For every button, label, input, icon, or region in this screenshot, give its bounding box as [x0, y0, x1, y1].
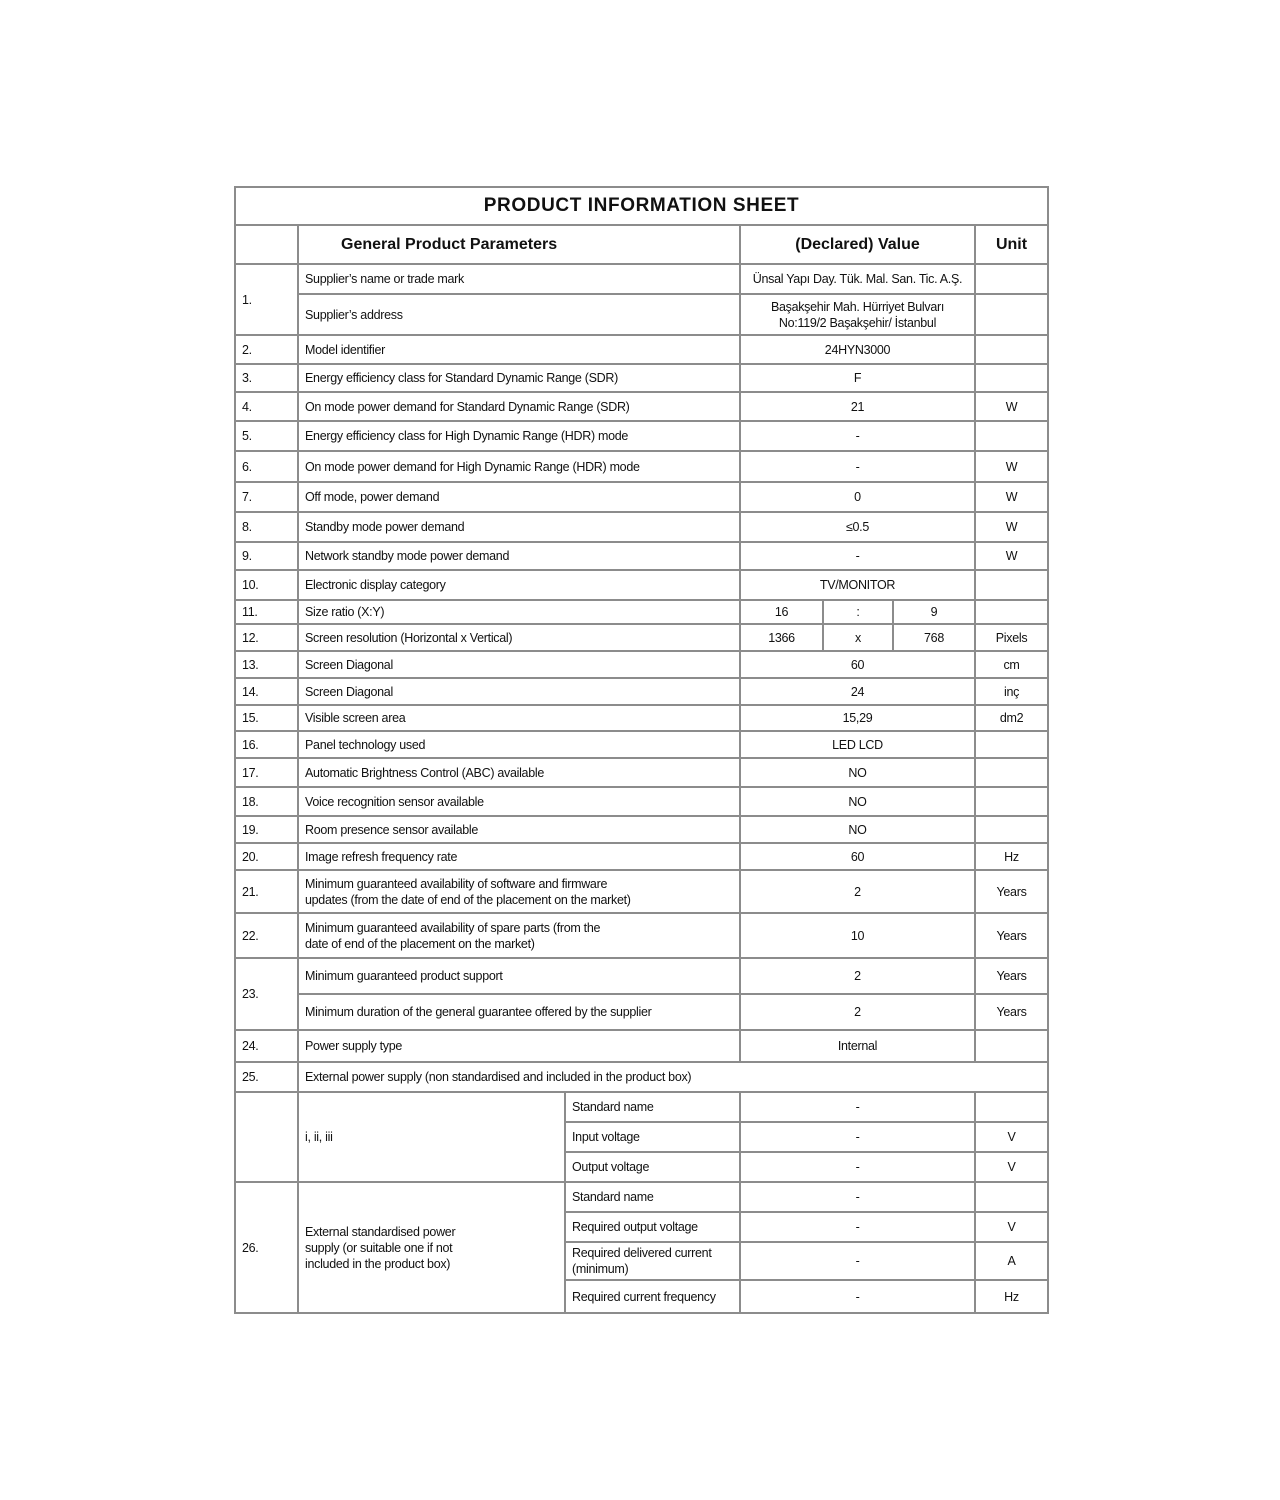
supplier-address-value	[740, 294, 975, 335]
unit-cell	[975, 294, 1048, 335]
size-ratio-separator: :	[823, 600, 893, 624]
parameter-label: Image refresh frequency rate	[298, 843, 740, 870]
row-number: 4.	[235, 392, 298, 421]
row-number: 25.	[235, 1062, 298, 1092]
row-number: 5.	[235, 421, 298, 451]
parameter-value: 24	[740, 678, 975, 705]
label-line: Minimum guaranteed availability of software and firmware	[305, 876, 608, 891]
parameter-value: 2	[740, 958, 975, 994]
parameter-unit: inç	[975, 678, 1048, 705]
row-number: 18.	[235, 787, 298, 816]
parameter-label	[298, 913, 740, 958]
row-number: 19.	[235, 816, 298, 843]
header-number-cell	[235, 225, 298, 264]
sub-parameter-label: Output voltage	[565, 1152, 740, 1182]
parameter-label	[298, 1182, 565, 1313]
parameter-unit: W	[975, 482, 1048, 512]
label-line: updates (from the date of end of the placement on the market)	[305, 892, 631, 907]
parameter-unit: W	[975, 392, 1048, 421]
row-number: 15.	[235, 705, 298, 731]
parameter-value: -	[740, 1152, 975, 1182]
row-number: 21.	[235, 870, 298, 913]
parameter-value: -	[740, 1092, 975, 1122]
row-number: 2.	[235, 335, 298, 364]
parameter-label: On mode power demand for High Dynamic Range (HDR) mode	[298, 451, 740, 482]
parameter-unit	[975, 570, 1048, 600]
parameter-value: 10	[740, 913, 975, 958]
parameter-unit: V	[975, 1122, 1048, 1152]
row-number: 23.	[235, 958, 298, 1030]
sub-parameter-label	[565, 1242, 740, 1280]
parameter-label: Energy efficiency class for High Dynamic Range (HDR) mode	[298, 421, 740, 451]
row-number: 3.	[235, 364, 298, 392]
parameter-value: -	[740, 451, 975, 482]
row-number: 9.	[235, 542, 298, 570]
row-number: 13.	[235, 651, 298, 678]
parameter-label: Electronic display category	[298, 570, 740, 600]
parameter-label: On mode power demand for Standard Dynamic Range (SDR)	[298, 392, 740, 421]
parameter-value: -	[740, 542, 975, 570]
row-number: 1.	[235, 264, 298, 335]
parameter-label: Network standby mode power demand	[298, 542, 740, 570]
parameter-label: Minimum duration of the general guarantee offered by the supplier	[298, 994, 740, 1030]
parameter-unit: Hz	[975, 843, 1048, 870]
row-number: 11.	[235, 600, 298, 624]
parameter-unit	[975, 1092, 1048, 1122]
parameter-label: Size ratio (X:Y)	[298, 600, 740, 624]
parameter-value: 24HYN3000	[740, 335, 975, 364]
row-number: 22.	[235, 913, 298, 958]
parameter-label: Screen Diagonal	[298, 651, 740, 678]
row-number: 20.	[235, 843, 298, 870]
group-label: i, ii, iii	[298, 1092, 565, 1182]
sub-parameter-label: Standard name	[565, 1092, 740, 1122]
parameter-value: Internal	[740, 1030, 975, 1062]
header-unit: Unit	[975, 225, 1048, 264]
parameter-value: NO	[740, 787, 975, 816]
label-line: included in the product box)	[305, 1256, 451, 1271]
row-number: 7.	[235, 482, 298, 512]
header-parameters: General Product Parameters	[298, 225, 740, 264]
resolution-horizontal: 1366	[740, 624, 823, 651]
parameter-unit: Years	[975, 958, 1048, 994]
parameter-value: -	[740, 1280, 975, 1313]
parameter-label: Power supply type	[298, 1030, 740, 1062]
size-ratio-y: 9	[893, 600, 975, 624]
parameter-unit: W	[975, 542, 1048, 570]
parameter-value: NO	[740, 816, 975, 843]
parameter-unit	[975, 364, 1048, 392]
parameter-unit: Pixels	[975, 624, 1048, 651]
label-line: date of end of the placement on the market)	[305, 936, 535, 951]
header-value: (Declared) Value	[740, 225, 975, 264]
parameter-unit	[975, 600, 1048, 624]
parameter-unit: A	[975, 1242, 1048, 1280]
parameter-label: Energy efficiency class for Standard Dynamic Range (SDR)	[298, 364, 740, 392]
sub-parameter-label: Input voltage	[565, 1122, 740, 1152]
parameter-unit	[975, 1182, 1048, 1212]
label-line: External standardised power	[305, 1224, 456, 1239]
sub-parameter-label: Standard name	[565, 1182, 740, 1212]
parameter-value: 60	[740, 843, 975, 870]
parameter-label: Standby mode power demand	[298, 512, 740, 542]
parameter-unit: Years	[975, 994, 1048, 1030]
parameter-label: Automatic Brightness Control (ABC) available	[298, 758, 740, 787]
supplier-address-label: Supplier’s address	[298, 294, 740, 335]
parameter-label: External power supply (non standardised and included in the product box)	[298, 1062, 1048, 1092]
parameter-unit	[975, 758, 1048, 787]
parameter-unit: V	[975, 1212, 1048, 1242]
parameter-value: F	[740, 364, 975, 392]
row-number: 6.	[235, 451, 298, 482]
parameter-value: LED LCD	[740, 731, 975, 758]
parameter-unit	[975, 816, 1048, 843]
row-number: 26.	[235, 1182, 298, 1313]
sub-parameter-label: Required current frequency	[565, 1280, 740, 1313]
parameter-value: 2	[740, 994, 975, 1030]
row-number-empty	[235, 1092, 298, 1182]
parameter-unit: Years	[975, 870, 1048, 913]
supplier-name-label: Supplier’s name or trade mark	[298, 264, 740, 294]
row-number: 24.	[235, 1030, 298, 1062]
parameter-label: Model identifier	[298, 335, 740, 364]
resolution-vertical: 768	[893, 624, 975, 651]
parameter-label: Minimum guaranteed product support	[298, 958, 740, 994]
row-number: 17.	[235, 758, 298, 787]
parameter-value: 2	[740, 870, 975, 913]
parameter-unit: V	[975, 1152, 1048, 1182]
label-line: supply (or suitable one if not	[305, 1240, 453, 1255]
parameter-label: Screen resolution (Horizontal x Vertical)	[298, 624, 740, 651]
parameter-value: NO	[740, 758, 975, 787]
row-number: 10.	[235, 570, 298, 600]
supplier-name-value: Ünsal Yapı Day. Tük. Mal. San. Tic. A.Ş.	[740, 264, 975, 294]
parameter-unit: Hz	[975, 1280, 1048, 1313]
parameter-unit: W	[975, 512, 1048, 542]
row-number: 8.	[235, 512, 298, 542]
row-number: 14.	[235, 678, 298, 705]
parameter-value: -	[740, 1212, 975, 1242]
product-information-sheet	[234, 186, 1049, 1314]
row-number: 16.	[235, 731, 298, 758]
parameter-label: Visible screen area	[298, 705, 740, 731]
parameter-label	[298, 870, 740, 913]
label-line: Required delivered current	[572, 1246, 712, 1260]
sub-parameter-label: Required output voltage	[565, 1212, 740, 1242]
label-line: (minimum)	[572, 1262, 629, 1276]
parameter-unit	[975, 731, 1048, 758]
parameter-label: Voice recognition sensor available	[298, 787, 740, 816]
parameter-unit	[975, 335, 1048, 364]
parameter-unit: Years	[975, 913, 1048, 958]
parameter-value: -	[740, 1122, 975, 1152]
unit-cell	[975, 264, 1048, 294]
parameter-unit: W	[975, 451, 1048, 482]
resolution-separator: x	[823, 624, 893, 651]
parameter-value: -	[740, 421, 975, 451]
label-line: Minimum guaranteed availability of spare parts (from the	[305, 920, 601, 935]
parameter-unit: dm2	[975, 705, 1048, 731]
parameter-unit	[975, 421, 1048, 451]
supplier-address-line: Başakşehir Mah. Hürriyet Bulvarı	[770, 299, 945, 314]
size-ratio-x: 16	[740, 600, 823, 624]
parameter-value: 0	[740, 482, 975, 512]
parameter-value: TV/MONITOR	[740, 570, 975, 600]
parameter-value: -	[740, 1242, 975, 1280]
parameter-unit: cm	[975, 651, 1048, 678]
parameter-value: 15,29	[740, 705, 975, 731]
supplier-address-line: No:119/2 Başakşehir/ İstanbul	[778, 315, 937, 330]
parameter-value: -	[740, 1182, 975, 1212]
parameter-label: Off mode, power demand	[298, 482, 740, 512]
parameter-unit	[975, 1030, 1048, 1062]
parameter-label: Screen Diagonal	[298, 678, 740, 705]
parameter-unit	[975, 787, 1048, 816]
sheet-title: PRODUCT INFORMATION SHEET	[235, 187, 1048, 225]
row-number: 12.	[235, 624, 298, 651]
parameter-value: 21	[740, 392, 975, 421]
parameter-value: ≤0.5	[740, 512, 975, 542]
parameter-label: Panel technology used	[298, 731, 740, 758]
parameter-label: Room presence sensor available	[298, 816, 740, 843]
parameter-value: 60	[740, 651, 975, 678]
